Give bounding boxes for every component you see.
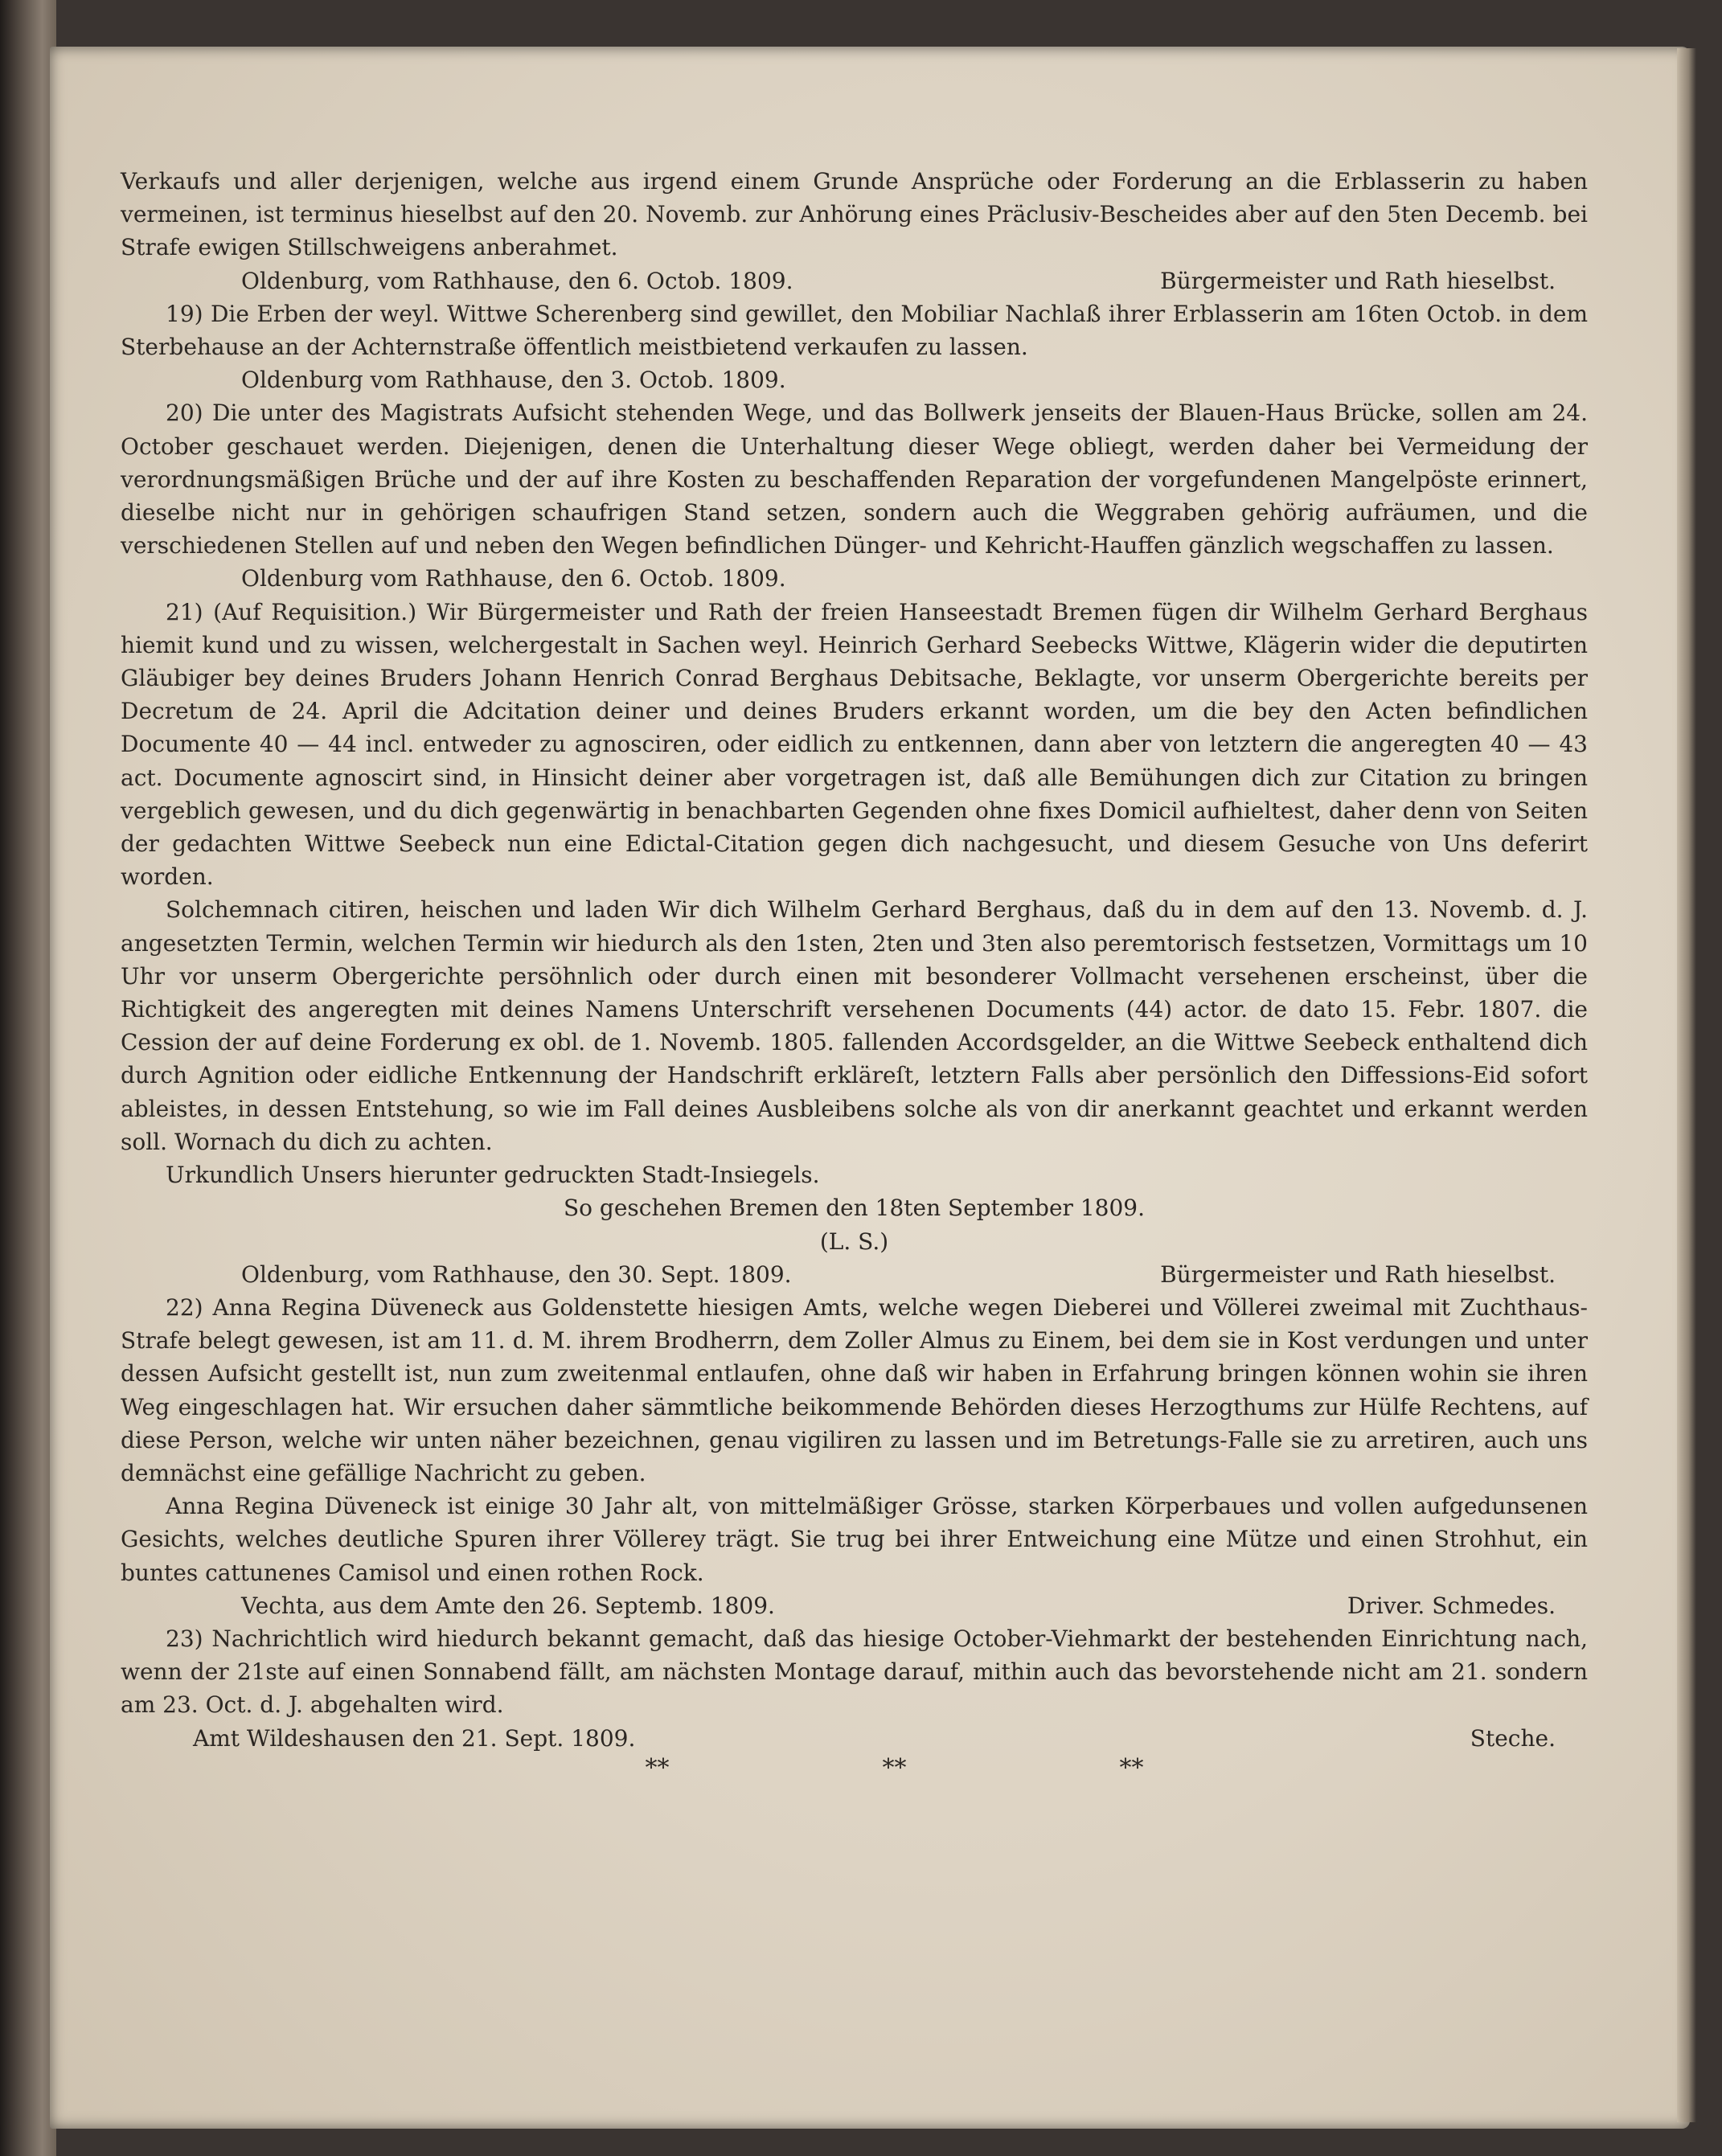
notice-21-signature: Bürgermeister und Rath hieselbst. xyxy=(1160,1260,1556,1288)
notice-22: 22) Anna Regina Düveneck aus Goldenstette hiesigen Amts, welche wegen Dieberei und Völlerei zweimal mit Zuchthaus-Strafe belegt gewesen, ist am 11. d. M. ihrem Brodherrn, dem Zoller Almus zu Einem, bei dem sie in Kost verdungen und unter dessen Aufsicht gestellt ist, nun zum zweitenmal entlaufen, ohne daß wir haben in Erfahrung bringen können wohin sie ihren Weg eingeschlagen hat. Wir ersuchen daher sämmtliche beikommende Behörden dieses Herzogthums zur Hülfe Rechtens, auf diese Person, welche wir unten näher bezeichnen, genau vigiliren zu lassen und im Betretungs-Falle sie zu arretiren, auch uns demnächst eine gefällige Nachricht zu geben. xyxy=(121,1293,1588,1486)
document-body xyxy=(121,165,1588,1781)
notice-20: 20) Die unter des Magistrats Aufsicht stehenden Wege, und das Bollwerk jenseits der Blauen-Haus Brücke, sollen am 24. October geschauet werden. Diejenigen, denen die Unterhaltung dieser Wege obliegt, werden daher bei Vermeidung der verordnungsmäßigen Brüche und der auf ihre Kosten zu beschaffenden Reparation der vorgefundenen Mangelpöste erinnert, dieselbe nicht nur in gehörigen schaufrigen Stand setzen, sondern auch die Weggraben gehörig aufräumen, und die verschiedenen Stellen auf und neben den Wegen befindlichen Dünger- und Kehricht-Hauffen gänzlich wegschaffen zu lassen. xyxy=(121,400,1588,559)
notice-19: 19) Die Erben der weyl. Wittwe Scherenberg sind gewillet, den Mobiliar Nachlaß ihrer Erblasserin am 16ten Octob. in dem Sterbehause an der Achternstraße öffentlich meistbietend verkaufen zu lassen. xyxy=(121,300,1588,361)
notice-22-dateline-row xyxy=(121,1589,1588,1622)
notice-23: 23) Nachrichtlich wird hiedurch bekannt gemacht, daß das hiesige October-Viehmarkt der bestehenden Einrichtung nach, wenn der 21ste auf einen Sonnabend fällt, am nächsten Montage darauf, mithin auch das bevorstehende nicht am 21. sondern am 23. Oct. d. J. abgehalten wird. xyxy=(121,1625,1588,1719)
notice-21: 21) (Auf Requisition.) Wir Bürgermeister und Rath der freien Hanseestadt Bremen fügen dir Wilhelm Gerhard Berghaus hiemit kund und zu wissen, welchergestalt in Sachen weyl. Heinrich Gerhard Seebecks Wittwe, Klägerin wider die deputirten Gläubiger bey deines Bruders Johann Henrich Conrad Berghaus Debitsache, Beklagte, vor unserm Obergerichte bereits per Decretum de 24. April die Adcitation deiner und deines Bruders erkannt worden, um die bey den Acten befindlichen Documente 40 — 44 incl. entweder zu agnosciren, oder eidlich zu entkennen, dann aber von letztern die angeregten 40 — 43 act. Documente agnoscirt sind, in Hinsicht deiner aber vorgetragen ist, daß alle Bemühungen dich zur Citation zu bringen vergeblich gewesen, und du dich gegenwärtig in benachbarten Gegenden ohne fixes Domicil aufhieltest, daher denn von Seiten der gedachten Wittwe Seebeck nun eine Edictal-Citation gegen dich nachgesucht, und diesem Gesuche von Uns deferirt worden. xyxy=(121,598,1588,891)
notice-18-dateline: Oldenburg, vom Rathhause, den 6. Octob. 1809. xyxy=(241,267,793,294)
notice-21-seal-text: Urkundlich Unsers hierunter gedruckten Stadt-Insiegels. xyxy=(166,1162,820,1189)
separator-mark: ** xyxy=(882,1753,907,1782)
notice-18-signature: Bürgermeister und Rath hieselbst. xyxy=(1160,267,1556,294)
notice-18-dateline-row xyxy=(121,264,1588,297)
notice-18-continuation: Verkaufs und aller derjenigen, welche aus irgend einem Grunde Ansprüche oder Forderung an die Erblasserin zu haben vermeinen, ist terminus hieselbst auf den 20. Novemb. zur Anhörung eines Präclusiv-Bescheides aber auf den 5ten Decemb. bei Strafe ewigen Stillschweigens anberahmet. xyxy=(121,168,1588,261)
notice-20-dateline-row xyxy=(121,562,1588,595)
separator-mark: ** xyxy=(645,1753,670,1782)
notice-19-dateline: Oldenburg vom Rathhause, den 3. Octob. 1809. xyxy=(241,367,786,394)
notice-22-description: Anna Regina Düveneck ist einige 30 Jahr alt, von mittelmäßiger Grösse, starken Körperbaues und vollen aufgedunsenen Gesichts, welches deutliche Spuren ihrer Völlerey trägt. Sie trug bei ihrer Entweichung eine Mütze und einen Strohhut, ein buntes cattunenes Camisol und einen rothen Rock. xyxy=(121,1493,1588,1586)
section-separator xyxy=(121,1753,1588,1782)
book-spine xyxy=(0,0,56,2156)
notice-21-place-date: So geschehen Bremen den 18ten September 1809. xyxy=(563,1195,1145,1222)
notice-22-signature: Driver. Schmedes. xyxy=(1347,1592,1556,1619)
notice-19-dateline-row xyxy=(121,363,1588,396)
page-edge xyxy=(1677,48,1696,2122)
notice-23-dateline-row xyxy=(121,1722,1588,1755)
notice-22-dateline: Vechta, aus dem Amte den 26. Septemb. 1809. xyxy=(241,1592,775,1619)
notice-23-signature: Steche. xyxy=(1470,1724,1556,1752)
notice-21-dateline-row xyxy=(121,1258,1588,1291)
separator-mark: ** xyxy=(1119,1753,1144,1782)
notice-21-seal: (L. S.) xyxy=(819,1228,889,1255)
notice-20-dateline: Oldenburg vom Rathhause, den 6. Octob. 1809. xyxy=(241,565,786,592)
notice-21-dateline: Oldenburg, vom Rathhause, den 30. Sept. 1809. xyxy=(241,1260,792,1288)
notice-23-dateline: Amt Wildeshausen den 21. Sept. 1809. xyxy=(193,1724,636,1752)
notice-21-citation: Solchemnach citiren, heischen und laden Wir dich Wilhelm Gerhard Berghaus, daß du in dem auf den 13. Novemb. d. J. angesetzten Termin, welchen Termin wir hiedurch als den 1sten, 2ten und 3ten also peremtorisch festsetzen, Vormittags um 10 Uhr vor unserm Obergerichte persöhnlich oder durch einen mit besonderer Vollmacht versehenen erscheinst, über die Richtigkeit des angeregten mit deines Namens Unterschrift versehenen Documents (44) actor. de dato 15. Febr. 1807. die Cession der auf deine Forderung ex obl. de 1. Novemb. 1805. fallenden Accordsgelder, an die Wittwe Seebeck enthaltend dich durch Agnition oder eidliche Entkennung der Handschrift erkläreſt, letztern Falls aber persönlich den Diffessions-Eid sofort ableistes, in dessen Entstehung, so wie im Fall deines Ausbleibens solche als von dir anerkannt geachtet und erkannt werden soll. Wornach du dich zu achten. xyxy=(121,896,1588,1155)
